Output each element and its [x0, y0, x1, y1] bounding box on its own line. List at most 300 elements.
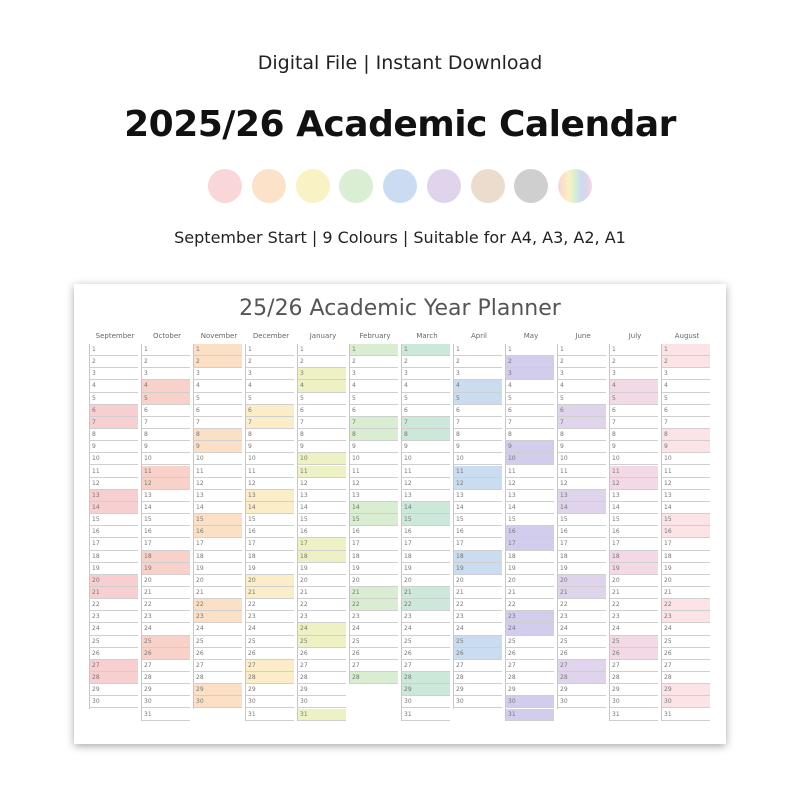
day-cell: 17: [402, 538, 450, 550]
day-cell: 27: [194, 660, 242, 672]
day-cell: 12: [142, 478, 190, 490]
day-cell: 6: [506, 405, 554, 417]
day-cell: 29: [298, 684, 346, 696]
day-cell: 26: [506, 648, 554, 660]
day-cell: 9: [662, 441, 710, 453]
month-label: July: [628, 332, 642, 340]
day-cell: 21: [350, 587, 398, 599]
day-cell: 27: [662, 660, 710, 672]
planner-title: 25/26 Academic Year Planner: [239, 296, 561, 321]
day-cell: 28: [662, 672, 710, 684]
day-cell: 4: [506, 380, 554, 392]
day-cell: 9: [454, 441, 502, 453]
day-cell: 13: [506, 490, 554, 502]
day-cell: 26: [454, 648, 502, 660]
day-cell: 25: [506, 636, 554, 648]
day-cell: 8: [298, 429, 346, 441]
day-cell: 12: [610, 478, 658, 490]
day-cell: 23: [662, 611, 710, 623]
day-cell: 16: [558, 526, 606, 538]
day-cell: 22: [506, 599, 554, 611]
day-cell: 7: [194, 417, 242, 429]
day-cell: 21: [402, 587, 450, 599]
month-label: August: [674, 332, 700, 340]
day-cell: 13: [610, 490, 658, 502]
day-cell: 24: [662, 623, 710, 635]
day-cell: 31: [662, 709, 710, 721]
day-cell: 17: [558, 538, 606, 550]
day-cell: 14: [610, 502, 658, 514]
day-cell: 30: [142, 696, 190, 708]
day-cell: 31: [506, 709, 554, 721]
day-cell: 10: [558, 453, 606, 465]
day-cell: 6: [662, 405, 710, 417]
day-cell: 27: [350, 660, 398, 672]
day-cell: 27: [298, 660, 346, 672]
swatch-grey: [514, 169, 548, 203]
day-cell: 25: [350, 636, 398, 648]
day-cell: 3: [402, 368, 450, 380]
day-cell: 30: [610, 696, 658, 708]
day-cell: 22: [194, 599, 242, 611]
day-cell: 13: [90, 490, 138, 502]
day-cell: 25: [246, 636, 294, 648]
day-cell: 7: [298, 417, 346, 429]
day-cell: 31: [142, 709, 190, 721]
day-cell: 6: [454, 405, 502, 417]
day-cell: 21: [662, 587, 710, 599]
day-cell: 28: [246, 672, 294, 684]
day-cell: 23: [298, 611, 346, 623]
day-cell: 3: [558, 368, 606, 380]
day-cell: 3: [246, 368, 294, 380]
day-cell: 11: [350, 466, 398, 478]
day-cell: 26: [142, 648, 190, 660]
day-cell: 22: [662, 599, 710, 611]
day-cell: 18: [194, 551, 242, 563]
day-cell: 9: [90, 441, 138, 453]
day-cell: 15: [610, 514, 658, 526]
day-cell: 6: [90, 405, 138, 417]
day-cell: 23: [90, 611, 138, 623]
day-cell: 21: [90, 587, 138, 599]
planner-preview: [74, 284, 726, 744]
day-cell: 23: [246, 611, 294, 623]
swatch-green: [339, 169, 373, 203]
day-cell: 28: [142, 672, 190, 684]
day-cell: 17: [350, 538, 398, 550]
day-cell: 4: [402, 380, 450, 392]
day-cell: 9: [610, 441, 658, 453]
day-cell: 30: [194, 696, 242, 708]
day-cell: 3: [298, 368, 346, 380]
day-cell: 22: [246, 599, 294, 611]
day-cell: 11: [610, 466, 658, 478]
day-cell: 14: [142, 502, 190, 514]
day-cell: 11: [246, 466, 294, 478]
day-cell: 10: [298, 453, 346, 465]
day-cell: 28: [506, 672, 554, 684]
day-cell: 21: [610, 587, 658, 599]
swatch-peach: [252, 169, 286, 203]
day-cell: 27: [402, 660, 450, 672]
day-cell: 7: [506, 417, 554, 429]
day-cell: 22: [90, 599, 138, 611]
day-cell: 5: [246, 393, 294, 405]
day-cell: 1: [402, 344, 450, 356]
day-cell: 23: [142, 611, 190, 623]
day-cell: 27: [454, 660, 502, 672]
day-cell: 20: [350, 575, 398, 587]
day-cell: 1: [558, 344, 606, 356]
month-label: March: [416, 332, 438, 340]
tagline: September Start | 9 Colours | Suitable for A4, A3, A2, A1: [174, 228, 626, 247]
day-cell: 16: [506, 526, 554, 538]
day-cell: 27: [90, 660, 138, 672]
day-cell: 7: [350, 417, 398, 429]
day-cell: 24: [454, 623, 502, 635]
day-cell: 29: [610, 684, 658, 696]
day-cell: 30: [662, 696, 710, 708]
day-cell: 24: [402, 623, 450, 635]
day-cell: 6: [350, 405, 398, 417]
day-cell: 23: [506, 611, 554, 623]
day-cell: 25: [610, 636, 658, 648]
day-cell: 16: [662, 526, 710, 538]
day-cell: 13: [246, 490, 294, 502]
day-cell: 12: [246, 478, 294, 490]
day-cell: 21: [506, 587, 554, 599]
day-cell: 10: [454, 453, 502, 465]
day-cell: 23: [350, 611, 398, 623]
planner-grid: [74, 284, 726, 744]
day-cell: 30: [298, 696, 346, 708]
day-cell: 7: [142, 417, 190, 429]
day-cell: 30: [402, 696, 450, 708]
day-cell: 18: [90, 551, 138, 563]
day-cell: 6: [246, 405, 294, 417]
day-cell: 30: [454, 696, 502, 708]
day-cell: 27: [506, 660, 554, 672]
day-cell: 19: [662, 563, 710, 575]
day-cell: 30: [558, 696, 606, 708]
day-cell: 25: [558, 636, 606, 648]
day-cell: 18: [506, 551, 554, 563]
day-cell: 25: [454, 636, 502, 648]
day-cell: 5: [142, 393, 190, 405]
day-cell: 16: [610, 526, 658, 538]
day-cell: 7: [662, 417, 710, 429]
day-cell: 5: [610, 393, 658, 405]
day-cell: 15: [194, 514, 242, 526]
day-cell: 31: [298, 709, 346, 721]
day-cell: 1: [454, 344, 502, 356]
day-cell: 29: [90, 684, 138, 696]
day-cell: 11: [558, 466, 606, 478]
day-cell: 20: [402, 575, 450, 587]
day-cell: 18: [402, 551, 450, 563]
day-cell: 13: [194, 490, 242, 502]
day-cell: 25: [662, 636, 710, 648]
day-cell: 15: [558, 514, 606, 526]
day-cell: 3: [194, 368, 242, 380]
day-cell: 9: [194, 441, 242, 453]
day-cell: 1: [142, 344, 190, 356]
day-cell: 3: [90, 368, 138, 380]
day-cell: 25: [298, 636, 346, 648]
day-cell: 20: [610, 575, 658, 587]
day-cell: 3: [610, 368, 658, 380]
day-cell: 17: [610, 538, 658, 550]
day-cell: 28: [194, 672, 242, 684]
day-cell: 1: [90, 344, 138, 356]
day-cell: 19: [298, 563, 346, 575]
day-cell: 27: [142, 660, 190, 672]
day-cell: 8: [90, 429, 138, 441]
day-cell: 13: [402, 490, 450, 502]
day-cell: 15: [350, 514, 398, 526]
day-cell: 18: [558, 551, 606, 563]
day-cell: 16: [402, 526, 450, 538]
day-cell: 4: [610, 380, 658, 392]
day-cell: 1: [350, 344, 398, 356]
swatch-beige: [471, 169, 505, 203]
day-cell: 9: [298, 441, 346, 453]
day-cell: 20: [90, 575, 138, 587]
day-cell: 6: [610, 405, 658, 417]
day-cell: 15: [298, 514, 346, 526]
day-cell: 2: [454, 356, 502, 368]
day-cell: 21: [142, 587, 190, 599]
day-cell: 10: [142, 453, 190, 465]
day-cell: 17: [298, 538, 346, 550]
month-label: May: [523, 332, 539, 340]
day-cell: 24: [298, 623, 346, 635]
day-cell: 22: [402, 599, 450, 611]
day-cell: 26: [90, 648, 138, 660]
day-cell: 4: [90, 380, 138, 392]
day-cell: 5: [402, 393, 450, 405]
day-cell: 25: [402, 636, 450, 648]
day-cell: 1: [610, 344, 658, 356]
day-cell: 29: [506, 684, 554, 696]
day-cell: 17: [454, 538, 502, 550]
day-cell: 12: [454, 478, 502, 490]
day-cell: 11: [506, 466, 554, 478]
day-cell: 21: [454, 587, 502, 599]
day-cell: 28: [454, 672, 502, 684]
day-cell: 3: [142, 368, 190, 380]
day-cell: 6: [402, 405, 450, 417]
day-cell: 9: [506, 441, 554, 453]
day-cell: 4: [246, 380, 294, 392]
day-cell: 15: [90, 514, 138, 526]
day-cell: 17: [246, 538, 294, 550]
day-cell: 8: [402, 429, 450, 441]
day-cell: 10: [350, 453, 398, 465]
day-cell: 8: [662, 429, 710, 441]
day-cell: 21: [298, 587, 346, 599]
day-cell: 7: [402, 417, 450, 429]
day-cell: 17: [142, 538, 190, 550]
day-cell: 19: [454, 563, 502, 575]
day-cell: 1: [246, 344, 294, 356]
day-cell: 30: [246, 696, 294, 708]
month-label: September: [95, 332, 135, 340]
day-cell: 26: [662, 648, 710, 660]
day-cell: 4: [662, 380, 710, 392]
day-cell: 11: [142, 466, 190, 478]
day-cell: 2: [298, 356, 346, 368]
day-cell: 19: [558, 563, 606, 575]
colour-swatches: [208, 169, 592, 203]
day-cell: 19: [350, 563, 398, 575]
month-label: October: [152, 332, 181, 340]
day-cell: 13: [558, 490, 606, 502]
day-cell: 7: [246, 417, 294, 429]
day-cell: 2: [90, 356, 138, 368]
day-cell: 19: [90, 563, 138, 575]
day-cell: 7: [454, 417, 502, 429]
day-cell: 24: [246, 623, 294, 635]
day-cell: 13: [350, 490, 398, 502]
day-cell: 8: [194, 429, 242, 441]
day-cell: 24: [194, 623, 242, 635]
day-cell: 21: [246, 587, 294, 599]
day-cell: 14: [402, 502, 450, 514]
day-cell: 20: [142, 575, 190, 587]
day-cell: 14: [454, 502, 502, 514]
day-cell: 4: [558, 380, 606, 392]
day-cell: 22: [454, 599, 502, 611]
day-cell: 28: [298, 672, 346, 684]
day-cell: 10: [506, 453, 554, 465]
day-cell: 14: [558, 502, 606, 514]
day-cell: 31: [402, 709, 450, 721]
day-cell: 14: [506, 502, 554, 514]
day-cell: 1: [662, 344, 710, 356]
day-cell: 22: [142, 599, 190, 611]
day-cell: 6: [142, 405, 190, 417]
day-cell: 2: [350, 356, 398, 368]
day-cell: 2: [610, 356, 658, 368]
day-cell: 20: [662, 575, 710, 587]
day-cell: 26: [298, 648, 346, 660]
day-cell: 28: [402, 672, 450, 684]
month-label: January: [309, 332, 337, 340]
day-cell: 20: [194, 575, 242, 587]
day-cell: 5: [90, 393, 138, 405]
day-cell: 13: [662, 490, 710, 502]
day-cell: 29: [662, 684, 710, 696]
month-label: February: [359, 332, 391, 340]
subtitle: Digital File | Instant Download: [257, 52, 543, 74]
day-cell: 29: [454, 684, 502, 696]
month-label: June: [575, 332, 591, 340]
day-cell: 25: [90, 636, 138, 648]
day-cell: 9: [142, 441, 190, 453]
day-cell: 22: [350, 599, 398, 611]
day-cell: 17: [90, 538, 138, 550]
day-cell: 25: [194, 636, 242, 648]
day-cell: 9: [402, 441, 450, 453]
day-cell: 20: [454, 575, 502, 587]
day-cell: 2: [246, 356, 294, 368]
day-cell: 10: [90, 453, 138, 465]
day-cell: 18: [298, 551, 346, 563]
day-cell: 2: [402, 356, 450, 368]
day-cell: 10: [610, 453, 658, 465]
day-cell: 18: [662, 551, 710, 563]
day-cell: 9: [558, 441, 606, 453]
day-cell: 18: [454, 551, 502, 563]
day-cell: 4: [194, 380, 242, 392]
day-cell: 2: [558, 356, 606, 368]
day-cell: 24: [610, 623, 658, 635]
main-title: 2025/26 Academic Calendar: [124, 104, 676, 145]
day-cell: 26: [246, 648, 294, 660]
day-cell: 21: [558, 587, 606, 599]
day-cell: 10: [662, 453, 710, 465]
day-cell: 29: [402, 684, 450, 696]
day-cell: 31: [610, 709, 658, 721]
day-cell: 9: [350, 441, 398, 453]
day-cell: 28: [610, 672, 658, 684]
day-cell: 8: [610, 429, 658, 441]
day-cell: 22: [298, 599, 346, 611]
day-cell: 8: [142, 429, 190, 441]
day-cell: 19: [402, 563, 450, 575]
day-cell: 29: [246, 684, 294, 696]
day-cell: 10: [402, 453, 450, 465]
day-cell: 7: [90, 417, 138, 429]
day-cell: 14: [194, 502, 242, 514]
day-cell: 5: [454, 393, 502, 405]
day-cell: 16: [90, 526, 138, 538]
day-cell: 28: [350, 672, 398, 684]
day-cell: 27: [610, 660, 658, 672]
day-cell: 1: [298, 344, 346, 356]
swatch-rainbow: [558, 169, 592, 203]
day-cell: 12: [402, 478, 450, 490]
day-cell: 14: [298, 502, 346, 514]
day-cell: 23: [402, 611, 450, 623]
day-cell: 8: [246, 429, 294, 441]
day-cell: 3: [350, 368, 398, 380]
day-cell: 30: [90, 696, 138, 708]
day-cell: 12: [90, 478, 138, 490]
day-cell: 24: [506, 623, 554, 635]
day-cell: 16: [142, 526, 190, 538]
day-cell: 22: [558, 599, 606, 611]
day-cell: 23: [454, 611, 502, 623]
day-cell: 12: [194, 478, 242, 490]
day-cell: 10: [194, 453, 242, 465]
day-cell: 12: [506, 478, 554, 490]
day-cell: 6: [558, 405, 606, 417]
day-cell: 21: [194, 587, 242, 599]
day-cell: 11: [454, 466, 502, 478]
day-cell: 11: [298, 466, 346, 478]
day-cell: 27: [558, 660, 606, 672]
day-cell: 7: [610, 417, 658, 429]
day-cell: 20: [298, 575, 346, 587]
swatch-pink: [208, 169, 242, 203]
day-cell: 18: [350, 551, 398, 563]
day-cell: 20: [506, 575, 554, 587]
day-cell: 24: [558, 623, 606, 635]
day-cell: 5: [298, 393, 346, 405]
